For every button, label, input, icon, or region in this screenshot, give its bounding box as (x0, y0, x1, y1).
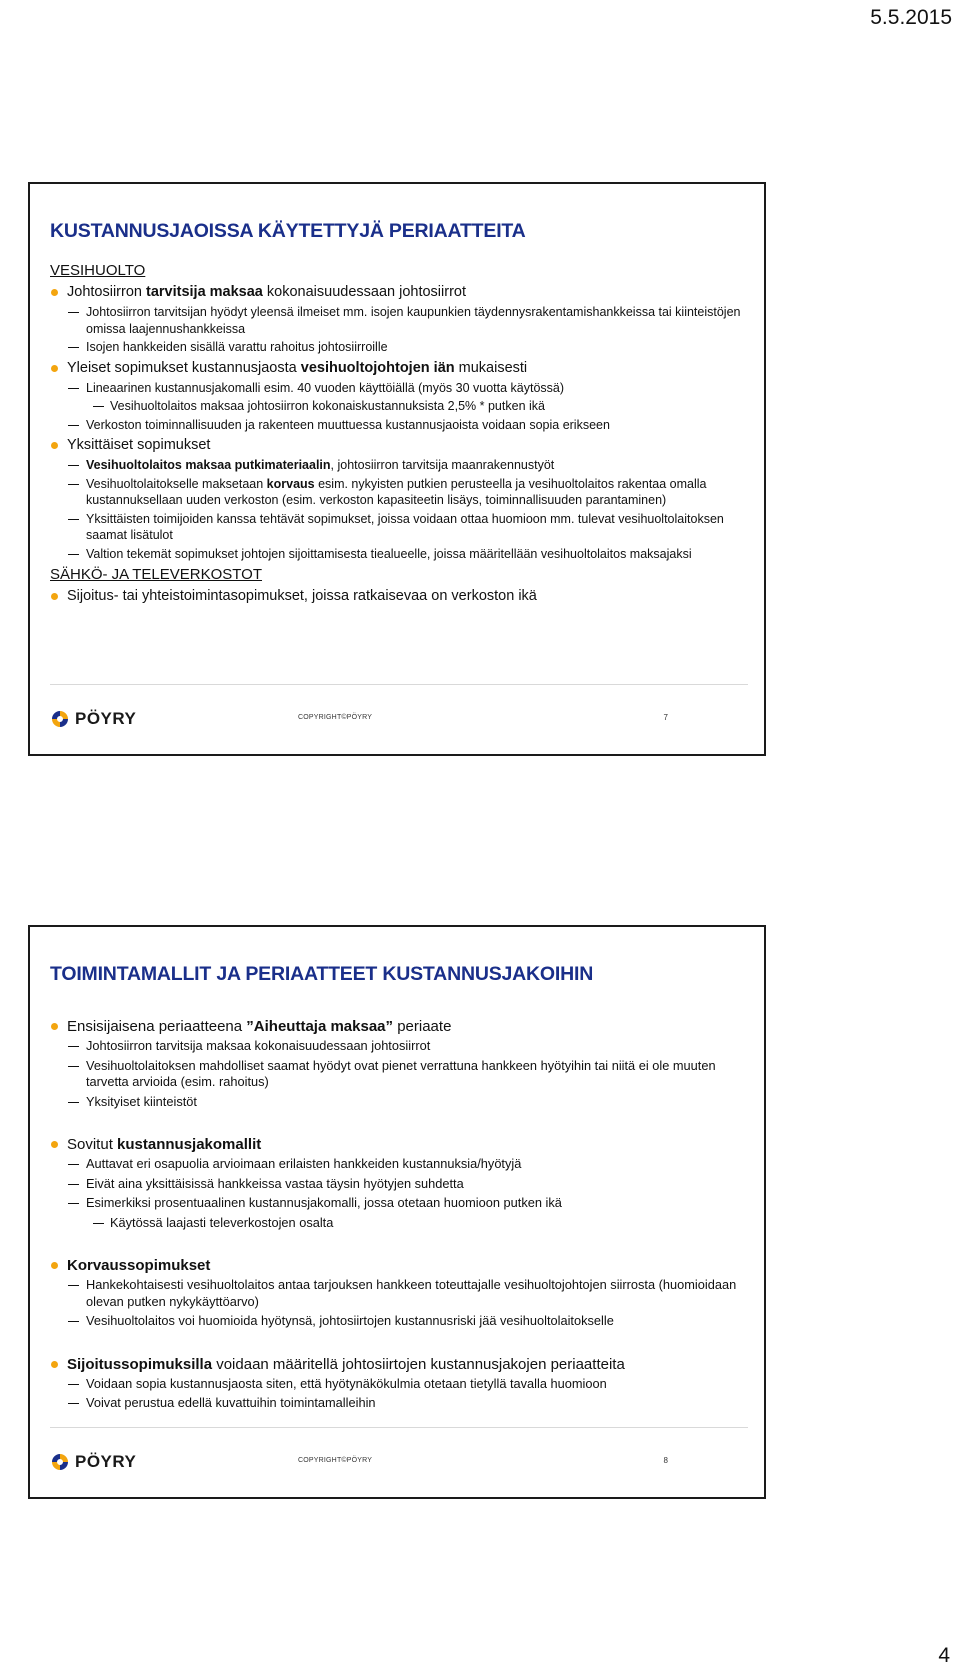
poyry-logo (50, 708, 136, 730)
sub-bullet-item: Johtosiirron tarvitsija maksaa kokonaisuudessaan johtosiirrot (50, 1038, 748, 1055)
logo-text: PÖYRY (75, 709, 137, 728)
dash-icon (68, 1102, 79, 1103)
copyright-text: COPYRIGHT©PÖYRY (298, 1457, 373, 1464)
sub-bullet-item: Johtosiirron tarvitsijan hyödyt yleensä ilmeiset mm. isojen kaupunkien täydennysrakentamishankkeissa tai kiinteistöjen omissa laajennushankkeissa (50, 304, 748, 337)
sub-bullet-item: Valtion tekemät sopimukset johtojen sijoittamisesta tiealueelle, joissa määritellään vesihuoltolaitos maksajaksi (50, 546, 748, 563)
dash-icon (68, 554, 79, 555)
dash-icon (68, 347, 79, 348)
copyright-text: COPYRIGHT©PÖYRY (298, 714, 373, 721)
bullet-item: Sijoitussopimuksilla voidaan määritellä johtosiirtojen kustannusjakojen periaatteita (50, 1355, 748, 1374)
slide-title: KUSTANNUSJAOISSA KÄYTETTYJÄ PERIAATTEITA (50, 220, 526, 242)
dash-icon (68, 1384, 79, 1385)
page-number: 4 (938, 1644, 950, 1667)
footer-divider (50, 1427, 748, 1428)
slide-footer (50, 1427, 748, 1497)
dash-icon (68, 425, 79, 426)
dash-icon (68, 1203, 79, 1204)
dash-icon (93, 406, 104, 407)
sub-bullet-item: Vesihuoltolaitoksen mahdolliset saamat hyödyt ovat pienet verrattuna hankkeen hyötyihin tai niitä ei ole muuten tarvetta arvioida (esim. rahoitus) (50, 1058, 748, 1091)
bullet-dot-icon (51, 365, 58, 372)
slide-7 (28, 182, 766, 756)
poyry-logo-icon (50, 1452, 70, 1472)
slide-title: TOIMINTAMALLIT JA PERIAATTEET KUSTANNUSJAKOIHIN (50, 963, 594, 985)
slide-footer (50, 684, 748, 754)
bullet-dot-icon (51, 289, 58, 296)
slide-number: 8 (663, 1456, 668, 1465)
bullet-item: Sijoitus- tai yhteistoimintasopimukset, joissa ratkaisevaa on verkoston ikä (50, 587, 748, 606)
dash-icon (68, 1164, 79, 1165)
page-date: 5.5.2015 (870, 6, 952, 29)
sub-bullet-item: Vesihuoltolaitos maksaa putkimateriaalin, johtosiirron tarvitsija maanrakennustyöt (50, 457, 748, 474)
sub-bullet-item: Vesihuoltolaitokselle maksetaan korvaus esim. nykyisten putkien perusteella ja vesihuoltolaitos rakentaa omalla kustannuksellaan uuden verkoston (esim. verkoston kapasiteetin lisäys, toiminnallisuuden parantaminen) (50, 476, 748, 509)
sub-bullet-item: Voidaan sopia kustannusjaosta siten, että hyötynäkökulmia otetaan tietyllä tavalla huomioon (50, 1376, 748, 1393)
bullet-dot-icon (51, 593, 58, 600)
dash-icon (68, 388, 79, 389)
dash-icon (68, 1285, 79, 1286)
dash-icon (68, 312, 79, 313)
bullet-dot-icon (51, 442, 58, 449)
bullet-dot-icon (51, 1141, 58, 1148)
bullet-item: Yleiset sopimukset kustannusjaosta vesihuoltojohtojen iän mukaisesti (50, 359, 748, 378)
bullet-item: Sovitut kustannusjakomallit (50, 1135, 748, 1154)
sub-bullet-item: Lineaarinen kustannusjakomalli esim. 40 vuoden käyttöiällä (myös 30 vuotta käytössä) (50, 380, 748, 397)
slide-content (50, 262, 748, 608)
footer-divider (50, 684, 748, 685)
sub-bullet-item: Auttavat eri osapuolia arvioimaan erilaisten hankkeiden kustannuksia/hyötyjä (50, 1156, 748, 1173)
slide-number: 7 (663, 713, 668, 722)
slide-content (50, 1017, 748, 1415)
poyry-logo-icon (50, 709, 70, 729)
sub-bullet-item: Yksittäisten toimijoiden kanssa tehtävät sopimukset, joissa voidaan ottaa huomioon mm. tulevat vesihuoltolaitoksen saamat lisätulot (50, 511, 748, 544)
dash-icon (68, 484, 79, 485)
bullet-dot-icon (51, 1023, 58, 1030)
sub-bullet-item: Isojen hankkeiden sisällä varattu rahoitus johtosiirroille (50, 339, 748, 356)
poyry-logo (50, 1451, 136, 1473)
sub-sub-bullet-item: Käytössä laajasti televerkostojen osalta (50, 1215, 748, 1232)
dash-icon (68, 1066, 79, 1067)
slide-8 (28, 925, 766, 1499)
logo-text: PÖYRY (75, 1452, 137, 1471)
bullet-dot-icon (51, 1361, 58, 1368)
sub-bullet-item: Yksityiset kiinteistöt (50, 1094, 748, 1111)
dash-icon (68, 1046, 79, 1047)
bullet-item: Korvaussopimukset (50, 1256, 748, 1275)
dash-icon (68, 519, 79, 520)
sub-bullet-item: Vesihuoltolaitos voi huomioida hyötynsä, johtosiirtojen kustannusriski jää vesihuoltolaitokselle (50, 1313, 748, 1330)
bullet-item: Ensisijaisena periaatteena ”Aiheuttaja maksaa” periaate (50, 1017, 748, 1036)
sub-bullet-item: Hankekohtaisesti vesihuoltolaitos antaa tarjouksen hankkeen toteuttajalle vesihuoltojohtojen siirrosta (huomioidaan olevan putken nykykäyttöarvo) (50, 1277, 748, 1310)
sub-sub-bullet-item: Vesihuoltolaitos maksaa johtosiirron kokonaiskustannuksista 2,5% * putken ikä (50, 398, 748, 415)
dash-icon (68, 1321, 79, 1322)
dash-icon (93, 1223, 104, 1224)
sub-bullet-item: Voivat perustua edellä kuvattuihin toimintamalleihin (50, 1395, 748, 1412)
dash-icon (68, 465, 79, 466)
section-heading-vesihuolto: VESIHUOLTO (50, 262, 146, 279)
sub-bullet-item: Verkoston toiminnallisuuden ja rakenteen muuttuessa kustannusjaoista voidaan sopia erikseen (50, 417, 748, 434)
bullet-item: Johtosiirron tarvitsija maksaa kokonaisuudessaan johtosiirrot (50, 283, 748, 302)
dash-icon (68, 1184, 79, 1185)
bullet-item: Yksittäiset sopimukset (50, 436, 748, 455)
bullet-dot-icon (51, 1262, 58, 1269)
section-heading-sahko: SÄHKÖ- JA TELEVERKOSTOT (50, 566, 263, 583)
sub-bullet-item: Eivät aina yksittäisissä hankkeissa vastaa täysin hyötyjen suhdetta (50, 1176, 748, 1193)
sub-bullet-item: Esimerkiksi prosentuaalinen kustannusjakomalli, jossa otetaan huomioon putken ikä (50, 1195, 748, 1212)
dash-icon (68, 1403, 79, 1404)
